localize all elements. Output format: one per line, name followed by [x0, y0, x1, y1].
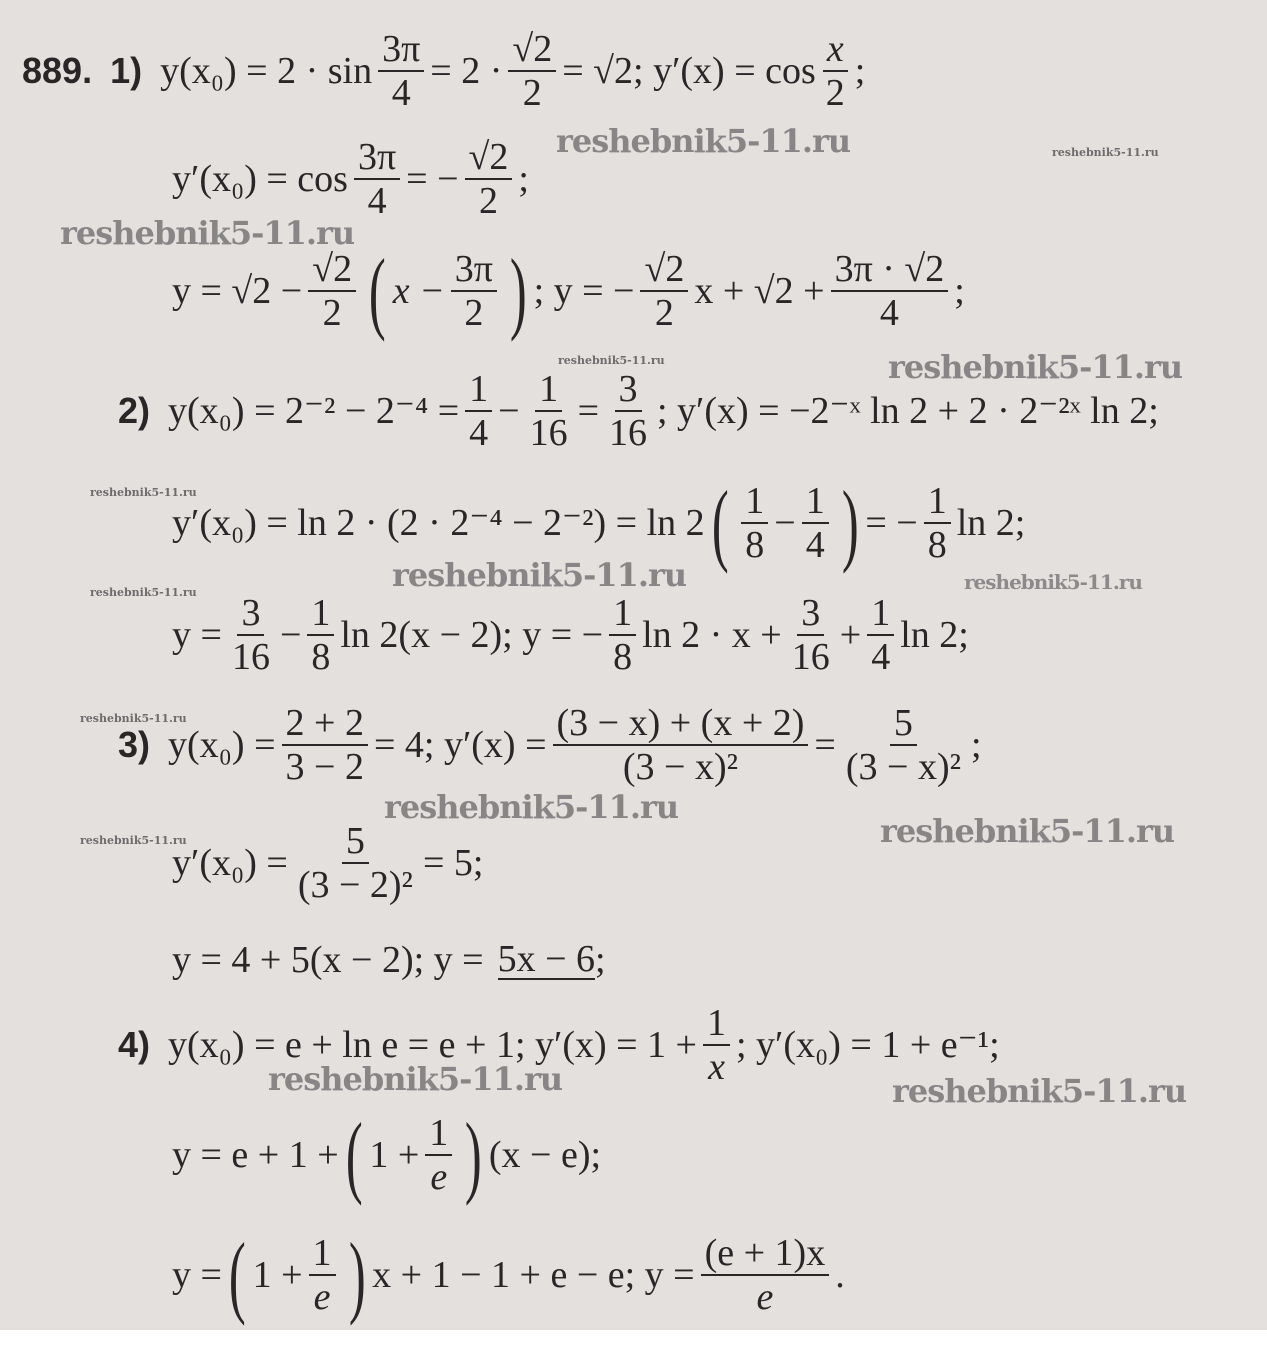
expr-text: ln 2(x − 2); y = −: [340, 614, 604, 656]
expr-text: y(x₀) = e + ln e = e + 1; y′(x) = 1 +: [168, 1024, 697, 1066]
watermark: reshebnik5-11.ru: [880, 812, 1175, 850]
right-paren: ): [509, 240, 527, 342]
expr-text: = 5;: [422, 842, 484, 884]
expr-text: y(x₀) =: [168, 724, 276, 766]
left-paren: (: [228, 1224, 246, 1326]
expr-text: −: [774, 502, 796, 545]
fraction: $\frac{5}{\text{(3 − 2)²}}$: [297, 820, 413, 906]
expr-text: y(x₀) = 2⁻² − 2⁻⁴ =: [168, 390, 460, 432]
expr-text: ; y′(x₀) = 1 + e⁻¹;: [736, 1024, 1000, 1066]
expr-text: y′(x₀) = cos: [172, 158, 348, 200]
fraction: $\frac{1}{4}$: [867, 594, 894, 676]
expr-text: ; y = −: [533, 270, 635, 313]
expr-text: = −: [865, 502, 918, 545]
expr-text: −: [498, 390, 520, 432]
part-label: 1): [110, 50, 143, 91]
fraction: $\frac{3}{16}$: [231, 592, 270, 678]
watermark: reshebnik5-11.ru: [80, 834, 187, 847]
part1-line2: [172, 138, 529, 220]
watermark: reshebnik5-11.ru: [60, 214, 355, 252]
left-paren: (: [345, 1104, 363, 1206]
expr-text: y′(x₀) =: [172, 842, 288, 884]
expr-text: ln 2 · x +: [642, 614, 782, 656]
expr-text: x −: [392, 270, 445, 313]
expr-text: ;: [854, 50, 866, 92]
fraction: $\frac{2 + 2}{3 - 2}$: [282, 704, 368, 786]
fraction: $\frac{1}{4}$: [802, 482, 829, 564]
expr-text: y′(x₀) = ln 2 · (2 · 2⁻⁴ − 2⁻²) = ln 2: [172, 502, 705, 545]
expr-text: =: [577, 390, 599, 432]
fraction: $\frac{1}{8}$: [924, 482, 951, 564]
fraction: $\frac{1}{8}$: [307, 594, 334, 676]
watermark: reshebnik5-11.ru: [1052, 146, 1159, 159]
fraction: $\frac{5}{\text{(3 − x)²}}$: [845, 702, 961, 788]
part4-line2: [172, 1104, 602, 1206]
watermark: reshebnik5-11.ru: [888, 348, 1183, 386]
expr-text: y =: [172, 1254, 222, 1297]
watermark: reshebnik5-11.ru: [558, 354, 665, 367]
part-label: 2): [118, 390, 151, 431]
fraction: $\frac{(3 - x) + (x + 2)}{\text{(3 − x)²}}$: [553, 704, 809, 786]
watermark: reshebnik5-11.ru: [392, 556, 687, 594]
watermark: reshebnik5-11.ru: [556, 122, 851, 160]
part3-line2: [172, 822, 483, 904]
expr-text: = −: [406, 158, 459, 200]
expr-text: −: [279, 614, 302, 656]
fraction: $\frac{√2}{2}$: [465, 138, 513, 220]
expr-text: = √2; y′(x) = cos: [562, 50, 816, 92]
expr-text: ln 2;: [900, 614, 969, 656]
fraction: $\frac{√2}{2}$: [640, 250, 688, 332]
watermark: reshebnik5-11.ru: [892, 1072, 1187, 1110]
expr-text: y = e + 1 +: [172, 1134, 339, 1177]
fraction: $\frac{1}{e}$: [425, 1114, 452, 1196]
part1-line1: [22, 30, 865, 112]
fraction: $\frac{1}{8}$: [609, 594, 636, 676]
bottom-margin: [0, 1330, 1267, 1360]
fraction: $\frac{3\pi \cdot √2}{4}$: [831, 250, 949, 332]
part4-line3: [172, 1224, 845, 1326]
fraction: $\frac{1}{16}$: [529, 368, 568, 454]
expr-text: y(x₀) = 2 · sin: [160, 50, 373, 92]
fraction: $\frac{√2}{2}$: [308, 250, 356, 332]
right-paren: ): [465, 1104, 482, 1206]
expr-text: x + √2 +: [694, 270, 825, 313]
expr-text: = 4; y′(x) =: [373, 724, 547, 766]
expr-text: ; y′(x) = −2⁻ˣ ln 2 + 2 · 2⁻²ˣ ln 2;: [657, 390, 1159, 432]
left-paren: (: [368, 240, 386, 342]
part3-line3: [172, 940, 606, 980]
part3-line1: [118, 704, 982, 786]
fraction: $\frac{√2}{2}$: [508, 30, 556, 112]
part-label: 4): [118, 1024, 151, 1065]
watermark: reshebnik5-11.ru: [384, 788, 679, 826]
expr-text: ln 2;: [956, 502, 1026, 545]
expr-text: x + 1 − 1 + e − e; y =: [372, 1254, 695, 1297]
expr-text: y =: [172, 614, 222, 656]
part-label: 3): [118, 724, 151, 765]
watermark: reshebnik5-11.ru: [80, 712, 187, 725]
fraction: $\frac{x}{2}$: [822, 30, 849, 112]
final-answer: 5x − 6: [497, 938, 596, 980]
expr-text: .: [835, 1254, 845, 1297]
problem-number: 889.: [22, 50, 93, 91]
expr-text: =: [814, 724, 836, 766]
right-paren: ): [841, 472, 859, 574]
expr-text: ;: [595, 939, 606, 981]
fraction: $\frac{3}{16}$: [609, 368, 647, 454]
expr-text: ;: [971, 724, 982, 766]
expr-text: ;: [518, 158, 529, 200]
expr-text: (x − e);: [488, 1134, 602, 1177]
fraction: $\frac{3\pi}{4}$: [378, 30, 424, 112]
expr-text: = 2 ·: [430, 50, 503, 92]
expr-text: y = 4 + 5(x − 2); y =: [172, 939, 484, 981]
part2-line2: [172, 472, 1026, 574]
expr-text: 1 +: [369, 1134, 420, 1177]
left-paren: (: [711, 472, 729, 574]
fraction: $\frac{1}{x}$: [703, 1004, 730, 1086]
watermark: reshebnik5-11.ru: [964, 570, 1142, 594]
right-paren: ): [348, 1224, 366, 1326]
fraction: $\frac{(e + 1)x}{e}$: [701, 1234, 830, 1316]
fraction: $\frac{1}{4}$: [465, 370, 492, 452]
fraction: $\frac{3\pi}{2}$: [451, 250, 497, 332]
part2-line3: [172, 594, 969, 676]
expr-text: 1 +: [252, 1254, 303, 1297]
fraction: $\frac{3\pi}{4}$: [354, 138, 400, 220]
watermark: reshebnik5-11.ru: [268, 1060, 563, 1098]
expr-text: y = √2 −: [172, 270, 303, 313]
expr-text: +: [839, 614, 862, 656]
watermark: reshebnik5-11.ru: [90, 486, 197, 499]
fraction: $\frac{1}{8}$: [741, 482, 768, 564]
fraction: $\frac{3}{16}$: [791, 592, 830, 678]
watermark: reshebnik5-11.ru: [90, 586, 197, 599]
part1-line3: [172, 240, 965, 342]
fraction: $\frac{1}{e}$: [309, 1234, 336, 1316]
expr-text: ;: [954, 270, 965, 313]
